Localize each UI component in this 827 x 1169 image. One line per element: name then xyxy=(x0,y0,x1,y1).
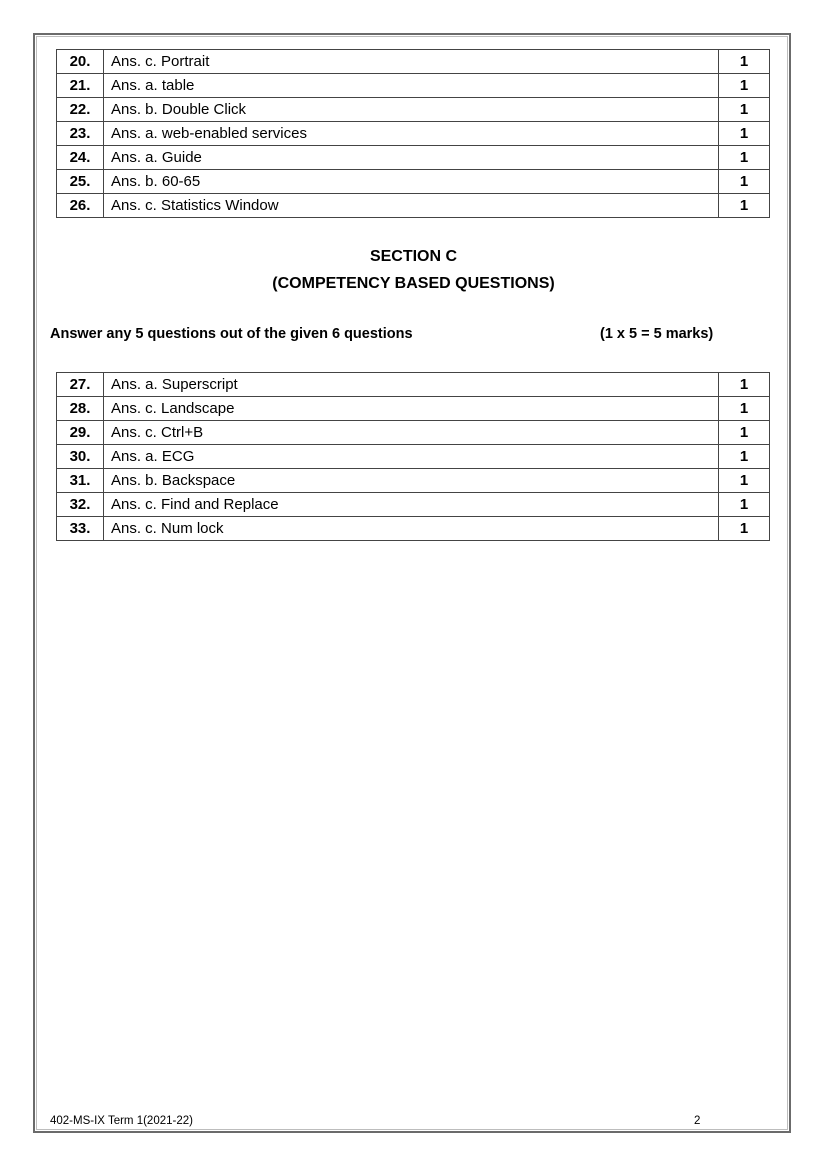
answer-text: Ans. a. table xyxy=(104,74,719,98)
table-row xyxy=(57,445,770,469)
question-number: 28. xyxy=(57,397,104,421)
marks-value: 1 xyxy=(719,98,770,122)
question-number: 25. xyxy=(57,170,104,194)
question-number: 20. xyxy=(57,50,104,74)
table-row xyxy=(57,493,770,517)
answer-text: Ans. c. Find and Replace xyxy=(104,493,719,517)
answer-text: Ans. c. Landscape xyxy=(104,397,719,421)
answer-text: Ans. b. 60-65 xyxy=(104,170,719,194)
marks-value: 1 xyxy=(719,397,770,421)
marks-value: 1 xyxy=(719,122,770,146)
marks-value: 1 xyxy=(719,170,770,194)
table-row xyxy=(57,122,770,146)
question-number: 24. xyxy=(57,146,104,170)
marks-value: 1 xyxy=(719,373,770,397)
marks-value: 1 xyxy=(719,421,770,445)
question-number: 22. xyxy=(57,98,104,122)
table-row xyxy=(57,50,770,74)
table-row xyxy=(57,98,770,122)
answer-text: Ans. b. Double Click xyxy=(104,98,719,122)
table-row xyxy=(57,469,770,493)
marks-value: 1 xyxy=(719,74,770,98)
question-number: 21. xyxy=(57,74,104,98)
answer-table-section-b xyxy=(56,49,770,218)
question-number: 27. xyxy=(57,373,104,397)
marks-value: 1 xyxy=(719,445,770,469)
question-number: 33. xyxy=(57,517,104,541)
table-row xyxy=(57,397,770,421)
table-row xyxy=(57,194,770,218)
instruction-text: Answer any 5 questions out of the given 6 questions xyxy=(50,326,413,342)
table-row xyxy=(57,146,770,170)
answer-text: Ans. b. Backspace xyxy=(104,469,719,493)
footer-page-number: 2 xyxy=(694,1115,701,1127)
answer-text: Ans. c. Ctrl+B xyxy=(104,421,719,445)
section-title: SECTION C xyxy=(369,248,458,265)
section-subtitle: (COMPETENCY BASED QUESTIONS) xyxy=(272,275,555,292)
table-row xyxy=(57,373,770,397)
marks-value: 1 xyxy=(719,146,770,170)
answer-table-body xyxy=(57,373,770,541)
answer-table-body xyxy=(57,50,770,218)
table-row xyxy=(57,517,770,541)
question-number: 31. xyxy=(57,469,104,493)
answer-text: Ans. a. Guide xyxy=(104,146,719,170)
question-number: 29. xyxy=(57,421,104,445)
marks-scheme: (1 x 5 = 5 marks) xyxy=(600,326,714,342)
question-number: 32. xyxy=(57,493,104,517)
marks-value: 1 xyxy=(719,469,770,493)
question-number: 30. xyxy=(57,445,104,469)
table-row xyxy=(57,74,770,98)
footer-document-code: 402-MS-IX Term 1(2021-22) xyxy=(50,1115,193,1127)
marks-value: 1 xyxy=(719,194,770,218)
answer-text: Ans. c. Portrait xyxy=(104,50,719,74)
answer-text: Ans. a. Superscript xyxy=(104,373,719,397)
answer-text: Ans. c. Num lock xyxy=(104,517,719,541)
marks-value: 1 xyxy=(719,517,770,541)
table-row xyxy=(57,421,770,445)
marks-value: 1 xyxy=(719,50,770,74)
table-row xyxy=(57,170,770,194)
marks-value: 1 xyxy=(719,493,770,517)
question-number: 26. xyxy=(57,194,104,218)
answer-text: Ans. c. Statistics Window xyxy=(104,194,719,218)
answer-text: Ans. a. ECG xyxy=(104,445,719,469)
answer-table-section-c xyxy=(56,372,770,541)
answer-text: Ans. a. web-enabled services xyxy=(104,122,719,146)
question-number: 23. xyxy=(57,122,104,146)
